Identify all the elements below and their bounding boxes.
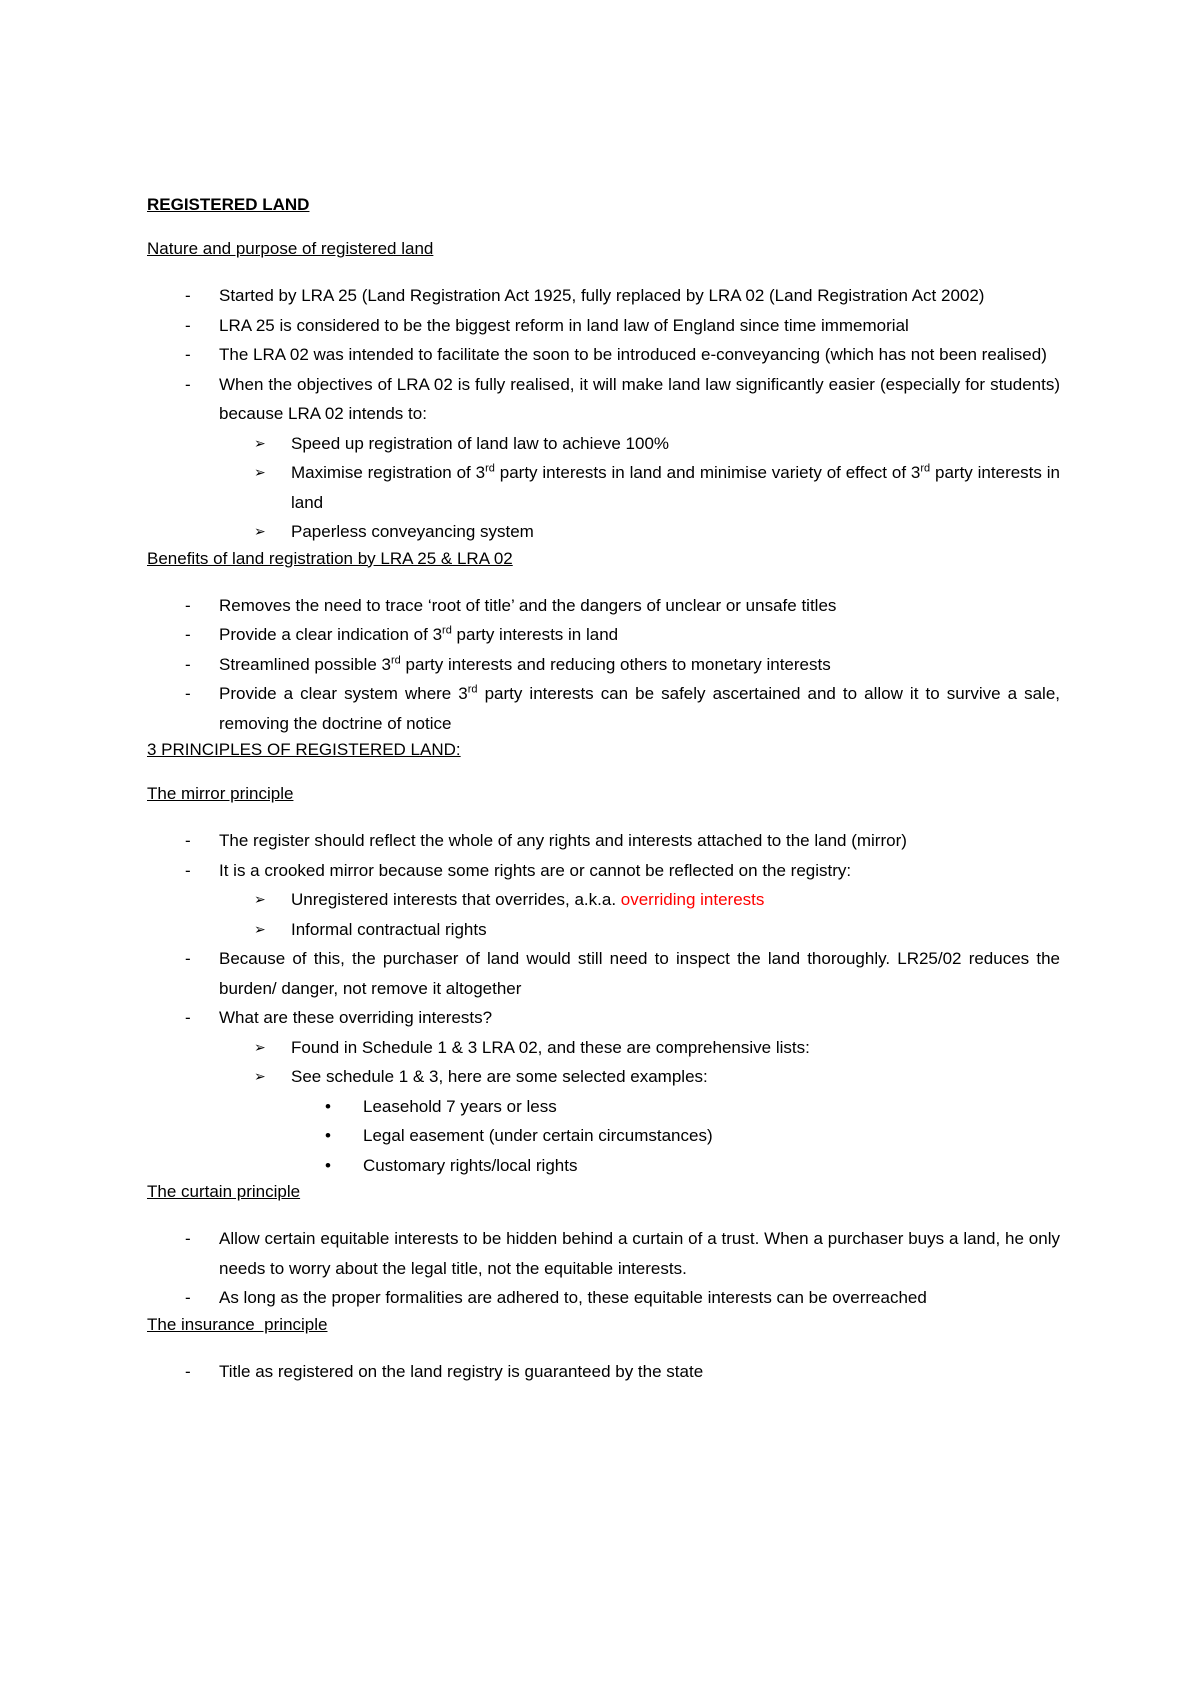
dash-marker: -	[185, 654, 191, 674]
bullet-marker: •	[325, 1126, 331, 1145]
dash-marker: -	[185, 860, 191, 880]
list-item: - As long as the proper formalities are adhered to, these equitable interests can be overreached	[147, 1283, 1060, 1313]
curtain-list	[147, 1224, 1060, 1313]
dash-marker: -	[185, 374, 191, 394]
arrow-marker: ➢	[254, 523, 266, 539]
list-item: - Provide a clear indication of 3rd party interests in land	[147, 620, 1060, 650]
examples-list	[291, 1092, 1060, 1181]
dash-marker: -	[185, 625, 191, 644]
dash-marker: -	[185, 684, 191, 703]
section-heading-benefits: Benefits of land registration by LRA 25 & LRA 02	[147, 548, 513, 568]
nature-list	[147, 281, 1060, 547]
dash-marker: -	[185, 1008, 191, 1027]
list-item: - When the objectives of LRA 02 is fully realised, it will make land law significantly easier (especially for students) because LRA 02 intends to: ➢ Speed up registration of land law to achieve 100% ➢ Maximise registration of 3rd party interests in land and minimise variety of effect of 3rd party interests in land ➢ Paperless conveyancing system	[147, 370, 1060, 547]
list-item: - Provide a clear system where 3rd party interests can be safely ascertained and to allow it to survive a sale, removing the doctrine of notice	[147, 679, 1060, 738]
dash-marker: -	[185, 345, 191, 364]
arrow-marker: ➢	[254, 1068, 266, 1084]
list-item: - Title as registered on the land registry is guaranteed by the state	[147, 1357, 1060, 1387]
section-heading-curtain: The curtain principle	[147, 1182, 301, 1201]
mirror-sublist-1	[219, 885, 1060, 944]
bullet-item: • Customary rights/local rights	[291, 1151, 1060, 1181]
sub-list-item: ➢ Paperless conveyancing system	[219, 517, 1060, 547]
document-page	[147, 193, 1060, 1386]
dash-marker: -	[185, 831, 191, 850]
principles-title: 3 PRINCIPLES OF REGISTERED LAND:	[147, 740, 461, 759]
section-heading-insurance: The insurance principle	[147, 1314, 328, 1334]
list-item: - The LRA 02 was intended to facilitate the soon to be introduced e-conveyancing (which has not been realised)	[147, 340, 1060, 370]
bullet-marker: •	[325, 1096, 331, 1116]
dash-marker: -	[185, 315, 191, 335]
list-item: - LRA 25 is considered to be the biggest reform in land law of England since time immemorial	[147, 311, 1060, 341]
sub-list-item: ➢ See schedule 1 & 3, here are some selected examples: • Leasehold 7 years or less • Legal easement (under certain circumstances) • Customary rights/local rights	[219, 1062, 1060, 1180]
bullet-item: • Leasehold 7 years or less	[291, 1092, 1060, 1122]
section-heading-mirror: The mirror principle	[147, 784, 294, 803]
list-item: - Streamlined possible 3rd party interests and reducing others to monetary interests	[147, 650, 1060, 680]
list-item: - The register should reflect the whole of any rights and interests attached to the land (mirror)	[147, 826, 1060, 856]
arrow-marker: ➢	[254, 434, 266, 451]
arrow-marker: ➢	[254, 920, 266, 937]
arrow-marker: ➢	[254, 891, 266, 907]
insurance-list	[147, 1357, 1060, 1387]
dash-marker: -	[185, 286, 191, 305]
benefits-list	[147, 591, 1060, 739]
document-title: REGISTERED LAND	[147, 195, 310, 214]
dash-marker: -	[185, 1361, 191, 1381]
arrow-marker: ➢	[254, 464, 266, 480]
sub-list-item: ➢ Informal contractual rights	[219, 915, 1060, 945]
dash-marker: -	[185, 595, 191, 615]
bullet-item: • Legal easement (under certain circumstances)	[291, 1121, 1060, 1151]
mirror-sublist-2	[219, 1033, 1060, 1181]
arrow-marker: ➢	[254, 1038, 266, 1055]
list-item: - Started by LRA 25 (Land Registration Act 1925, fully replaced by LRA 02 (Land Registration Act 2002)	[147, 281, 1060, 311]
sub-list-item: ➢ Speed up registration of land law to achieve 100%	[219, 429, 1060, 459]
dash-marker: -	[185, 1229, 191, 1248]
mirror-list	[147, 826, 1060, 1180]
nature-sublist	[219, 429, 1060, 547]
sub-list-item: ➢ Maximise registration of 3rd party interests in land and minimise variety of effect of 3rd party interests in land	[219, 458, 1060, 517]
sub-list-item: ➢ Found in Schedule 1 & 3 LRA 02, and these are comprehensive lists:	[219, 1033, 1060, 1063]
bullet-marker: •	[325, 1155, 331, 1175]
dash-marker: -	[185, 949, 191, 968]
list-item: - What are these overriding interests? ➢ Found in Schedule 1 & 3 LRA 02, and these are comprehensive lists: ➢ See schedule 1 & 3, here are some selected examples: • Leasehold 7 years or less • Legal easement (under certain circumstances) • Customary rights/local rights	[147, 1003, 1060, 1180]
list-item: - It is a crooked mirror because some rights are or cannot be reflected on the registry: ➢ Unregistered interests that overrides, a.k.a. overriding interests ➢ Informal contractual rights	[147, 856, 1060, 945]
dash-marker: -	[185, 1288, 191, 1307]
list-item: - Because of this, the purchaser of land would still need to inspect the land thoroughly. LR25/02 reduces the burden/ danger, not remove it altogether	[147, 944, 1060, 1003]
sub-list-item: ➢ Unregistered interests that overrides, a.k.a. overriding interests	[219, 885, 1060, 915]
section-heading-nature: Nature and purpose of registered land	[147, 239, 434, 258]
list-item: - Allow certain equitable interests to be hidden behind a curtain of a trust. When a purchaser buys a land, he only needs to worry about the legal title, not the equitable interests.	[147, 1224, 1060, 1283]
list-item: - Removes the need to trace ‘root of title’ and the dangers of unclear or unsafe titles	[147, 591, 1060, 621]
highlight-text: overriding interests	[620, 890, 765, 909]
